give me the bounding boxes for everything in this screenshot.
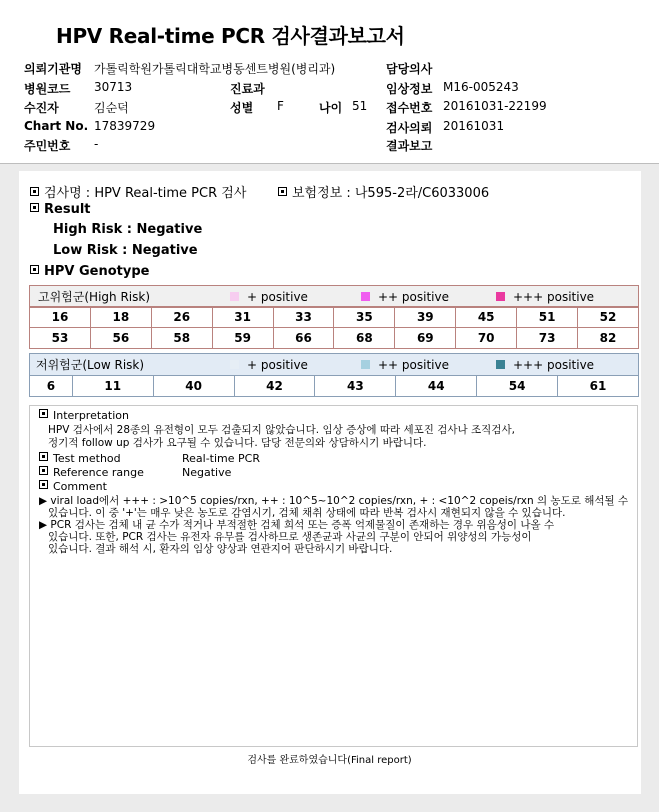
legend-plus2: ++ positive bbox=[361, 290, 449, 304]
genotype-cell: 26 bbox=[151, 307, 212, 328]
table-row bbox=[30, 376, 639, 397]
genotype-cell: 35 bbox=[334, 307, 395, 328]
legend-plus1: + positive bbox=[230, 290, 308, 304]
final-report-status: 검사를 완료하였습니다(Final report) bbox=[247, 755, 412, 766]
test-method-value: Real-time PCR bbox=[182, 452, 260, 465]
test-name: 검사명 : HPV Real-time PCR 검사 bbox=[44, 186, 247, 201]
interpretation-heading: Interpretation bbox=[39, 409, 129, 422]
genotype-cell: 16 bbox=[30, 307, 91, 328]
genotype-cell: 73 bbox=[517, 328, 578, 349]
interpretation-box bbox=[29, 405, 638, 747]
patient-label: 수진자 bbox=[24, 101, 59, 115]
high-risk-genotype-table bbox=[29, 306, 639, 349]
legend-plus3: +++ positive bbox=[496, 358, 594, 372]
reference-range-value: Negative bbox=[182, 466, 232, 479]
patient-value: 김순덕 bbox=[94, 101, 129, 115]
accession-no-value: 20161031-22199 bbox=[443, 99, 547, 113]
report-title: HPV Real-time PCR 검사결과보고서 bbox=[56, 24, 405, 48]
legend-plus1: + positive bbox=[230, 358, 308, 372]
chart-no-label: Chart No. bbox=[24, 119, 89, 133]
genotype-cell: 39 bbox=[395, 307, 456, 328]
genotype-cell: 82 bbox=[578, 328, 639, 349]
report-header bbox=[0, 0, 659, 164]
genotype-cell: 31 bbox=[212, 307, 273, 328]
clinical-info-label: 임상정보 bbox=[386, 82, 433, 96]
insurance-info: 보험정보 : 나595-2라/C6033006 bbox=[292, 186, 490, 201]
comment-label: Comment bbox=[39, 480, 107, 493]
legend-plus2: ++ positive bbox=[361, 358, 449, 372]
clinical-info-value: M16-005243 bbox=[443, 80, 519, 94]
genotype-cell: 6 bbox=[30, 376, 73, 397]
genotype-cell: 68 bbox=[334, 328, 395, 349]
hospital-code-value: 30713 bbox=[94, 80, 133, 94]
genotype-cell: 56 bbox=[90, 328, 151, 349]
genotype-cell: 18 bbox=[90, 307, 151, 328]
table-row bbox=[30, 328, 639, 349]
genotype-cell: 43 bbox=[315, 376, 396, 397]
genotype-cell: 40 bbox=[153, 376, 234, 397]
sex-value: F bbox=[277, 99, 284, 113]
test-request-value: 20161031 bbox=[443, 119, 505, 133]
high-risk-label: 고위험군(High Risk) bbox=[38, 290, 150, 304]
triangle-bullet-icon: ▶ bbox=[39, 519, 51, 531]
legend-swatch-plus3 bbox=[496, 360, 505, 369]
checkbox-bullet-icon bbox=[278, 187, 287, 196]
high-risk-header bbox=[29, 285, 639, 308]
sex-label: 성별 bbox=[230, 101, 254, 115]
insurance-line bbox=[278, 182, 489, 201]
legend-swatch-plus3 bbox=[496, 292, 505, 301]
genotype-cell: 53 bbox=[30, 328, 91, 349]
comment-2-line3: 있습니다. 결과 해석 시, 환자의 임상 양상과 연관지어 판단하시기 바랍니다. bbox=[48, 543, 393, 555]
genotype-cell: 51 bbox=[517, 307, 578, 328]
genotype-cell: 69 bbox=[395, 328, 456, 349]
genotype-cell: 11 bbox=[72, 376, 153, 397]
age-value: 51 bbox=[352, 99, 368, 113]
resident-no-value: - bbox=[94, 137, 99, 151]
age-label: 나이 bbox=[319, 101, 343, 115]
low-risk-result: Low Risk : Negative bbox=[53, 243, 198, 258]
genotype-heading: HPV Genotype bbox=[30, 264, 149, 279]
checkbox-bullet-icon bbox=[39, 480, 48, 489]
genotype-cell: 45 bbox=[456, 307, 517, 328]
test-name-line bbox=[30, 182, 246, 201]
genotype-cell: 52 bbox=[578, 307, 639, 328]
test-method-label: Test method bbox=[39, 452, 121, 465]
comment-2-line2: 있습니다. 또한, PCR 검사는 유전자 유무를 검사하므로 생존균과 사균의 구분이 안되어 위양성의 가능성이 bbox=[48, 531, 532, 543]
checkbox-bullet-icon bbox=[39, 409, 48, 418]
requesting-institution-value: 가톨릭학원가톨릭대학교병동센트병원(병리과) bbox=[94, 62, 336, 76]
low-risk-header bbox=[29, 353, 639, 376]
comment-1-line2: 있습니다. 이 중 '+'는 매우 낮은 농도로 감염시기, 검체 채취 상태에 따라 반복 검사시 재현되지 않을 수 있습니다. bbox=[48, 507, 566, 519]
interpretation-text-line2: 정기적 follow up 검사가 요구될 수 있습니다. 담당 전문의와 상담하시기 바랍니다. bbox=[48, 437, 427, 449]
checkbox-bullet-icon bbox=[39, 466, 48, 475]
doctor-label: 담당의사 bbox=[386, 62, 433, 76]
test-request-label: 검사의뢰 bbox=[386, 121, 433, 135]
legend-swatch-plus2 bbox=[361, 292, 370, 301]
legend-swatch-plus2 bbox=[361, 360, 370, 369]
legend-swatch-plus1 bbox=[230, 292, 239, 301]
interpretation-text-line1: HPV 검사에서 28종의 유전형이 모두 검출되지 않았습니다. 임상 증상에 따라 세포진 검사나 조직검사, bbox=[48, 424, 515, 436]
genotype-cell: 70 bbox=[456, 328, 517, 349]
genotype-cell: 58 bbox=[151, 328, 212, 349]
low-risk-label: 저위험군(Low Risk) bbox=[36, 358, 145, 372]
chart-no-value: 17839729 bbox=[94, 119, 156, 133]
resident-no-label: 주민번호 bbox=[24, 139, 71, 153]
genotype-cell: 61 bbox=[558, 376, 639, 397]
checkbox-bullet-icon bbox=[30, 203, 39, 212]
requesting-institution-label: 의뢰기관명 bbox=[24, 62, 82, 76]
genotype-cell: 44 bbox=[396, 376, 477, 397]
genotype-cell: 54 bbox=[477, 376, 558, 397]
result-heading: Result bbox=[30, 202, 91, 217]
legend-plus3: +++ positive bbox=[496, 290, 594, 304]
table-row bbox=[30, 307, 639, 328]
legend-swatch-plus1 bbox=[230, 360, 239, 369]
genotype-cell: 33 bbox=[273, 307, 334, 328]
genotype-cell: 66 bbox=[273, 328, 334, 349]
genotype-cell: 59 bbox=[212, 328, 273, 349]
high-risk-result: High Risk : Negative bbox=[53, 222, 203, 237]
reference-range-label: Reference range bbox=[39, 466, 144, 479]
hospital-code-label: 병원코드 bbox=[24, 82, 71, 96]
checkbox-bullet-icon bbox=[30, 187, 39, 196]
triangle-bullet-icon: ▶ bbox=[39, 495, 51, 507]
accession-no-label: 접수번호 bbox=[386, 101, 433, 115]
comment-2-line1: ▶ PCR 검사는 검체 내 균 수가 적거나 부적절한 검체 희석 또는 증폭 억제물질이 존재하는 경우 위음성이 나올 수 bbox=[39, 519, 555, 531]
genotype-cell: 42 bbox=[234, 376, 315, 397]
department-label: 진료과 bbox=[230, 82, 265, 96]
checkbox-bullet-icon bbox=[30, 265, 39, 274]
checkbox-bullet-icon bbox=[39, 452, 48, 461]
comment-1-line1: ▶ viral load에서 +++ : >10^5 copies/rxn, ++ : 10^5~10^2 copies/rxn, + : <10^2 copeis/rxn 의 농도로 해석될 수 bbox=[39, 495, 629, 507]
low-risk-genotype-table bbox=[29, 375, 639, 397]
result-report-label: 결과보고 bbox=[386, 139, 433, 153]
